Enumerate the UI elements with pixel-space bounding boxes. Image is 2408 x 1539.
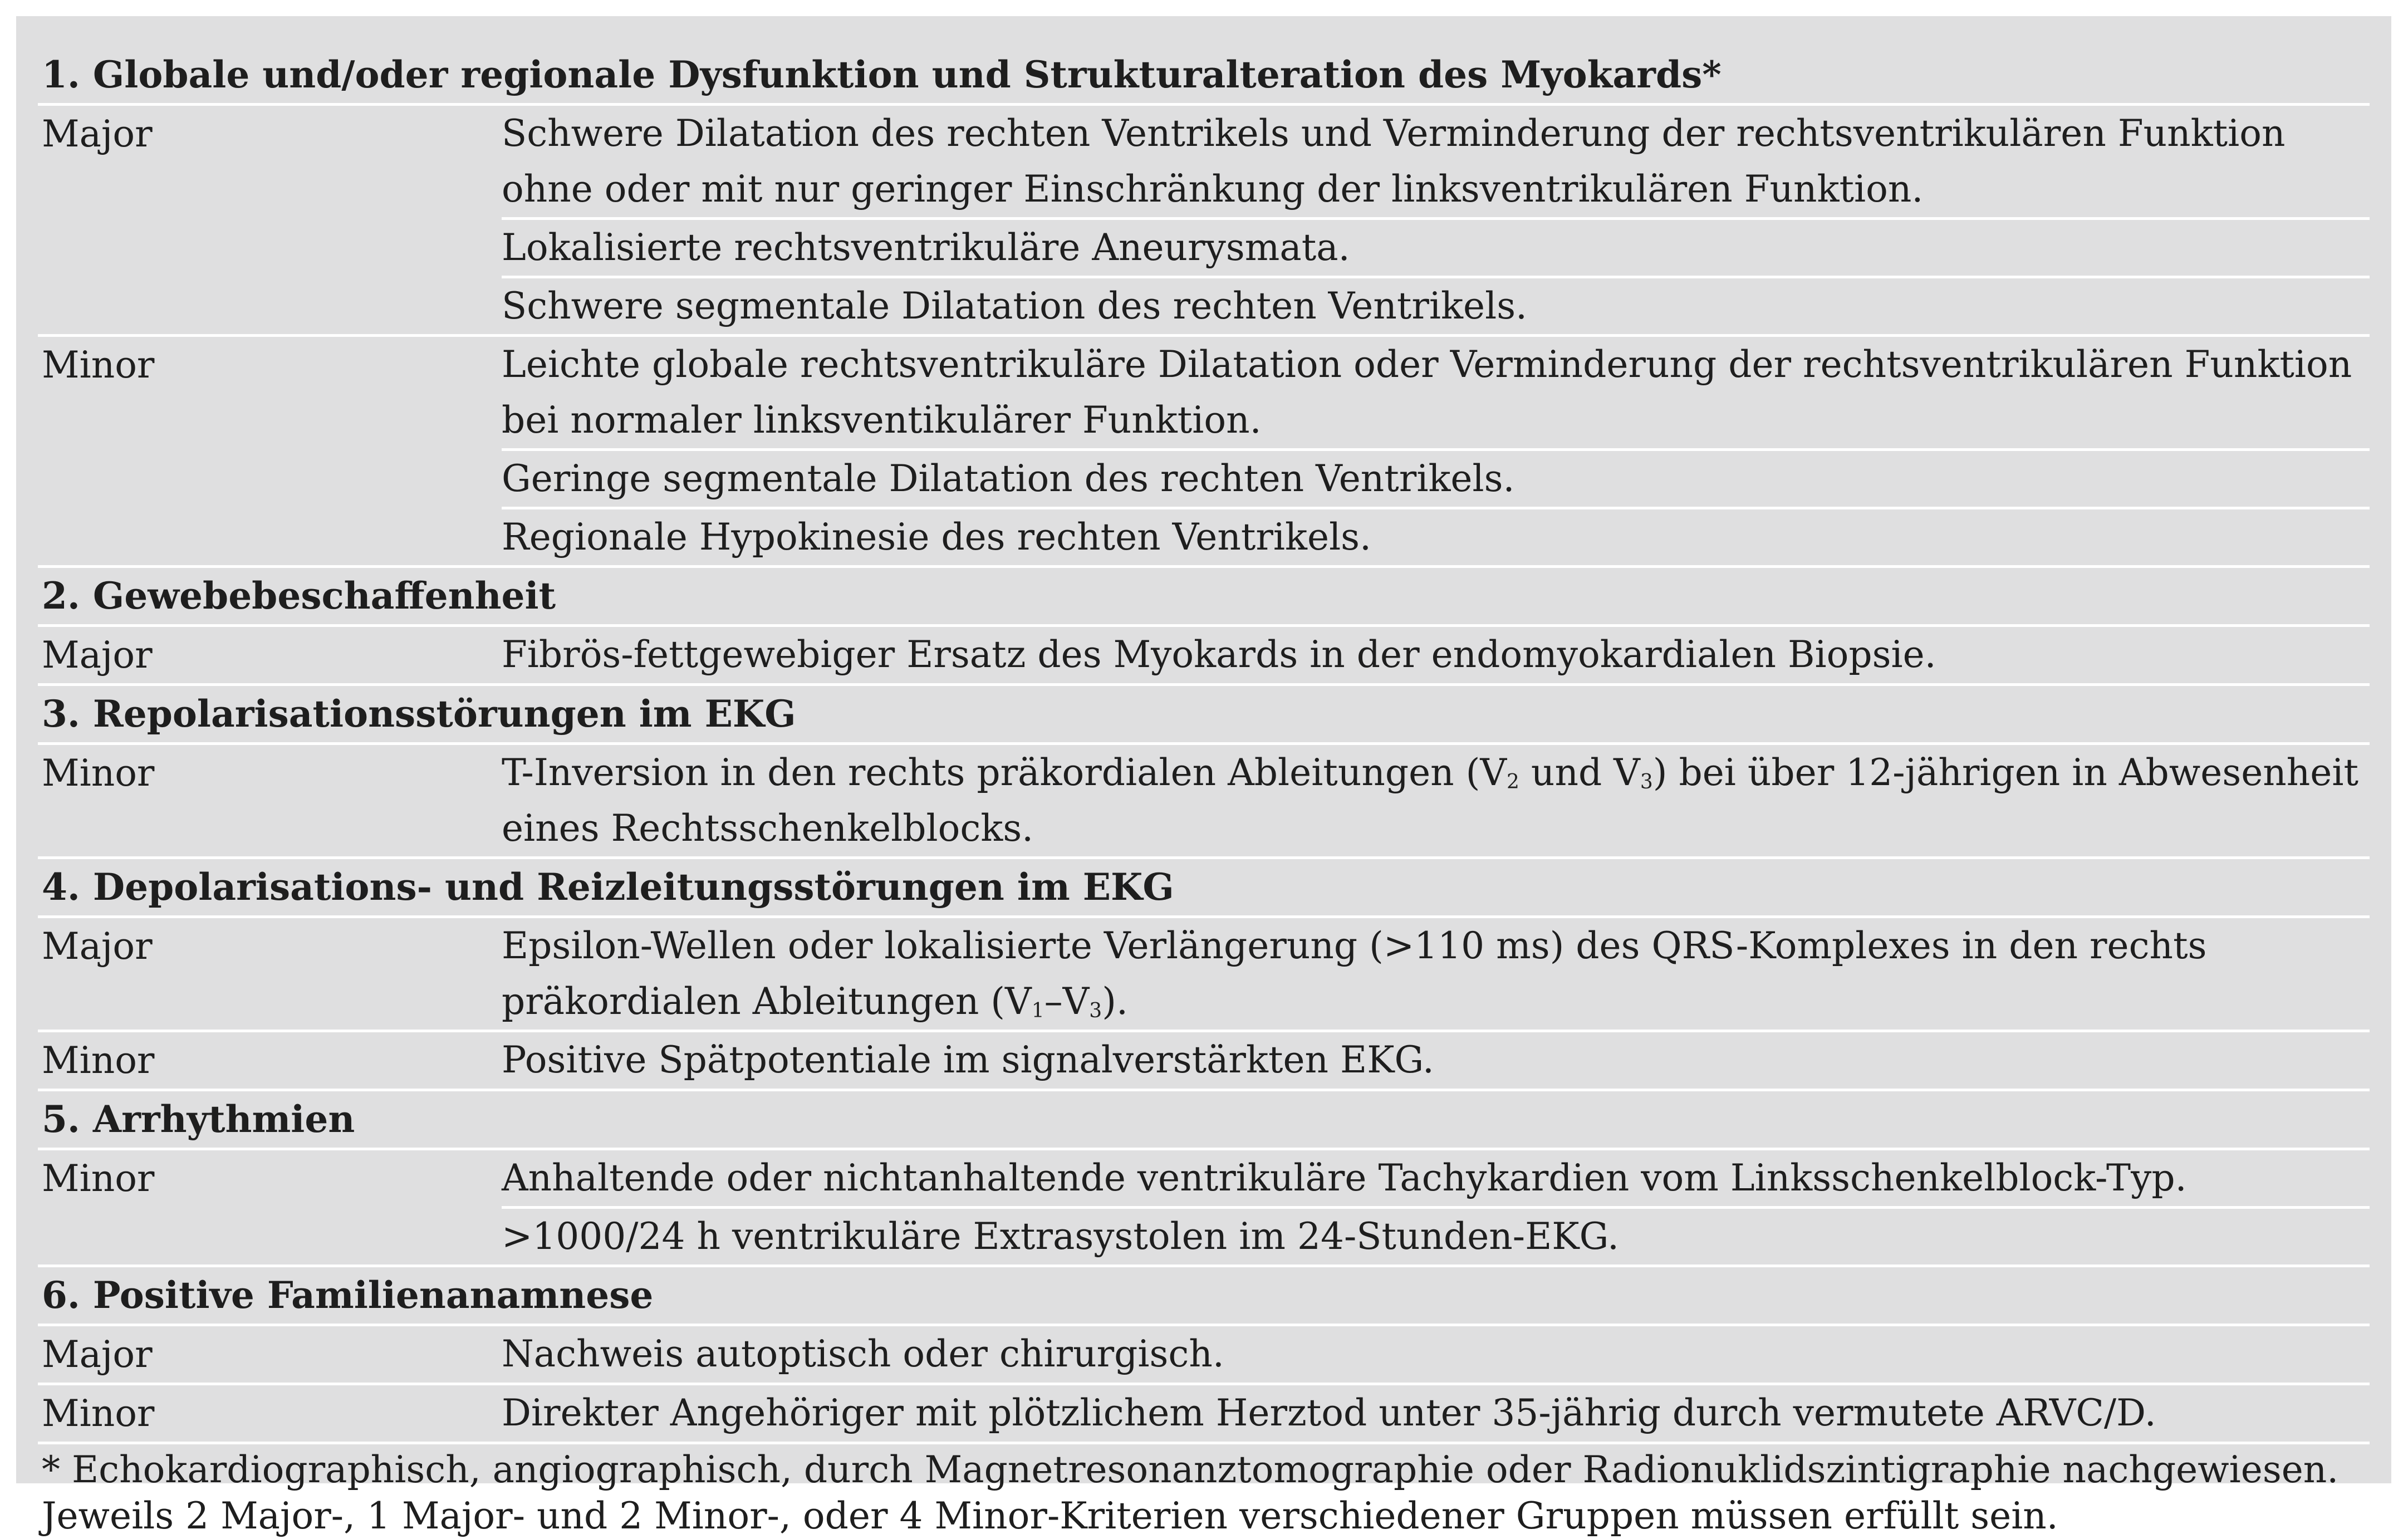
criterion-text: Schwere segmentale Dilatation des rechten Ventrikels. [502,276,2370,334]
criterion-text: Schwere Dilatation des rechten Ventrikels und Verminderung der rechtsventrikulären Funktion ohne oder mit nur geringer Einschränkung der linksventrikulären Funktion. [502,112,2286,210]
criteria-level-label: Minor [42,1039,155,1082]
criteria-group [38,337,2370,568]
section-heading: 3. Repolarisationsstörungen im EKG [38,686,2370,745]
criteria-list [502,1150,2370,1264]
criteria-group [38,1150,2370,1267]
criteria-group [38,918,2370,1032]
footnote [38,1444,2370,1539]
criterion-text: Positive Spätpotentiale im signalverstärkten EKG. [502,1038,1434,1081]
criteria-group [38,627,2370,686]
criterion-text: Anhaltende oder nichtanhaltende ventrikuläre Tachykardien vom Linksschenkelblock-Typ. [502,1156,2187,1199]
criteria-level-label: Minor [42,752,155,795]
criteria-list [502,1032,2370,1089]
criteria-group [38,106,2370,337]
criterion-text: Regionale Hypokinesie des rechten Ventrikels. [502,507,2370,565]
criteria-level-label: Minor [42,1157,155,1200]
section-heading: 4. Depolarisations- und Reizleitungsstörungen im EKG [38,859,2370,918]
criterion-text: Direkter Angehöriger mit plötzlichem Herztod unter 35-jährig durch vermutete ARVC/D. [502,1391,2156,1434]
criteria-group [38,745,2370,859]
criteria-group [38,1032,2370,1091]
criterion-text: T-Inversion in den rechts präkordialen Ableitungen ($V_2$ und $V_3$) bei über 12-jährigen in Abwesenheit eines Rechtsschenkelblocks. [502,751,2358,850]
criterion-text: Geringe segmentale Dilatation des rechten Ventrikels. [502,448,2370,507]
criteria-list [502,1326,2370,1383]
section-heading: 6. Positive Familienanamnese [38,1267,2370,1326]
criterion-text: Epsilon-Wellen oder lokalisierte Verlängerung (>110 ms) des QRS-Komplexes in den rechts präkordialen Ableitungen $(V_1-V_3)$. [502,924,2207,1023]
criteria-list [502,106,2370,334]
footnote-line-1: * Echokardiographisch, angiographisch, durch Magnetresonanztomographie oder Radionuklidszintigraphie nachgewiesen. [42,1448,2339,1491]
criteria-list [502,627,2370,683]
criteria-level-label: Minor [42,1392,155,1435]
criteria-group [38,1385,2370,1444]
criteria-level-label: Major [42,925,153,968]
criterion-text: Lokalisierte rechtsventrikuläre Aneurysmata. [502,217,2370,276]
criteria-list [502,1385,2370,1442]
criteria-table [16,16,2391,1537]
criterion-text: Leichte globale rechtsventrikuläre Dilatation oder Verminderung der rechtsventrikulären Funktion bei normaler linksventikulärer Funktion. [502,343,2352,442]
criteria-level-label: Major [42,634,153,677]
criterion-text: >1000/24 h ventrikuläre Extrasystolen im 24-Stunden-EKG. [502,1206,2370,1264]
criteria-level-label: Minor [42,344,155,386]
criteria-list [502,337,2370,565]
criteria-level-label: Major [42,112,153,155]
section-heading: 5. Arrhythmien [38,1091,2370,1150]
criteria-list [502,918,2370,1030]
footnote-line-2: Jeweils 2 Major-, 1 Major- und 2 Minor-, oder 4 Minor-Kriterien verschiedener Gruppen müssen erfüllt sein. [42,1494,2058,1537]
criteria-rows [38,47,2370,1444]
criteria-group [38,1326,2370,1385]
criterion-text: Nachweis autoptisch oder chirurgisch. [502,1332,1224,1375]
section-heading: 2. Gewebebeschaffenheit [38,568,2370,627]
criterion-text: Fibrös-fettgewebiger Ersatz des Myokards in der endomyokardialen Biopsie. [502,633,1936,676]
section-heading: 1. Globale und/oder regionale Dysfunktion und Strukturalteration des Myokards* [38,47,2370,106]
criteria-list [502,745,2370,856]
criteria-level-label: Major [42,1333,153,1376]
